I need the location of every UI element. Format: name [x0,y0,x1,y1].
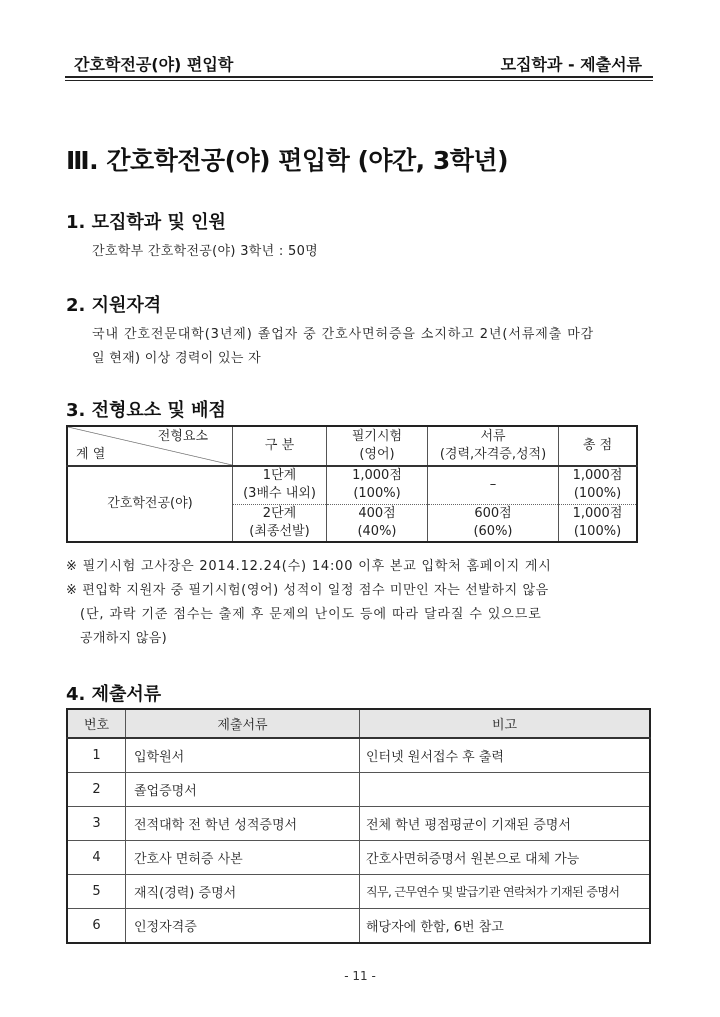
documents-table [66,708,651,944]
total-2-pct: (100%) [573,523,622,539]
stage-2-desc: (최종선발) [249,523,310,539]
table-row [67,875,650,909]
col-written-line-1: 필기시험 [351,429,403,444]
section-2-line-2: 일 현재) 이상 경력이 있는 자 [92,351,261,366]
written-1-pct: (100%) [353,486,401,502]
section-4-heading: 4. 제출서류 [66,684,162,705]
section-1-text: 간호학부 간호학전공(야) 3학년 : 50명 [92,244,319,259]
row-doc: 입학원서 [126,738,360,773]
col-no: 번호 [67,709,126,738]
col-docs-line-1: 서류 [480,429,506,444]
docs-1: – [428,466,559,504]
table-row [67,738,650,773]
documents-table-header [67,709,650,738]
row-note [360,773,651,807]
stage-1-desc: (3배수 내외) [243,486,316,502]
row-note: 해당자에 한함, 6번 참고 [360,909,651,944]
written-1-score: 1,000점 [352,468,402,484]
col-note: 비고 [360,709,651,738]
docs-2-pct: (60%) [473,523,513,539]
row-note: 전체 학년 평점평균이 기재된 증명서 [360,807,651,841]
row-no: 3 [67,807,126,841]
score-table [66,425,638,543]
stage-2 [233,504,327,542]
col-gubun: 구 분 [233,426,327,466]
stage-2-name: 2단계 [262,505,297,521]
stage-1-name: 1단계 [262,468,297,484]
col-total: 총 점 [559,426,638,466]
row-no: 5 [67,875,126,909]
row-doc: 졸업증명서 [126,773,360,807]
total-1-pct: (100%) [573,486,622,502]
diag-top-label: 전형요소 [157,429,208,444]
row-no: 4 [67,841,126,875]
col-doc: 제출서류 [126,709,360,738]
page-header [0,0,720,80]
col-docs [428,426,559,466]
written-1 [327,466,428,504]
table-row [67,841,650,875]
note-1: ※ 필기시험 고사장은 2014.12.24(수) 14:00 이후 본교 입학처 홈페이지 게시 [66,559,552,574]
col-written-line-2: (영어) [359,447,395,462]
row-no: 2 [67,773,126,807]
note-3: (단, 과락 기준 점수는 출제 후 문제의 난이도 등에 따라 달라질 수 있으므로 [80,607,542,622]
section-2-line-1: 국내 간호전문대학(3년제) 졸업자 중 간호사면허증을 소지하고 2년(서류제출 마감 [92,327,595,342]
note-4: 공개하지 않음) [80,631,167,646]
header-rule-thin [65,80,653,81]
table-row [67,773,650,807]
table-row [67,807,650,841]
docs-2-score: 600점 [474,505,512,521]
section-2-heading: 2. 지원자격 [66,295,162,316]
header-right-text: 모집학과 - 제출서류 [500,55,642,74]
header-rule [65,76,653,78]
section-3-heading: 3. 전형요소 및 배점 [66,400,226,421]
row-doc: 재직(경력) 증명서 [126,875,360,909]
page-number: - 11 - [344,969,376,983]
total-1-score: 1,000점 [572,468,623,484]
row-doc: 전적대학 전 학년 성적증명서 [126,807,360,841]
row-doc: 인정자격증 [126,909,360,944]
total-1 [559,466,638,504]
section-1-heading: 1. 모집학과 및 인원 [66,212,226,233]
row-note: 인터넷 원서접수 후 출력 [360,738,651,773]
header-left-text: 간호학전공(야) 편입학 [74,55,234,74]
written-2-pct: (40%) [357,523,397,539]
col-written [327,426,428,466]
row-label: 간호학전공(야) [67,466,233,542]
score-row-1 [67,466,637,504]
stage-1 [233,466,327,504]
row-doc: 간호사 면허증 사본 [126,841,360,875]
written-2-score: 400점 [358,505,396,521]
note-2: ※ 편입학 지원자 중 필기시험(영어) 성적이 일정 점수 미만인 자는 선발하지 않음 [66,583,549,598]
table-row [67,909,650,944]
page-title: Ⅲ. 간호학전공(야) 편입학 (야간, 3학년) [66,146,508,175]
written-2 [327,504,428,542]
row-note: 직무, 근무연수 및 발급기관 연락처가 기재된 증명서 [360,875,651,909]
row-no: 1 [67,738,126,773]
total-2 [559,504,638,542]
total-2-score: 1,000점 [572,505,623,521]
score-table-header [67,426,637,466]
col-docs-line-2: (경력,자격증,성적) [439,447,547,462]
docs-2 [428,504,559,542]
diag-bottom-label: 계 열 [76,447,106,462]
diagonal-header-cell [67,426,233,466]
row-no: 6 [67,909,126,944]
row-note: 간호사면허증명서 원본으로 대체 가능 [360,841,651,875]
